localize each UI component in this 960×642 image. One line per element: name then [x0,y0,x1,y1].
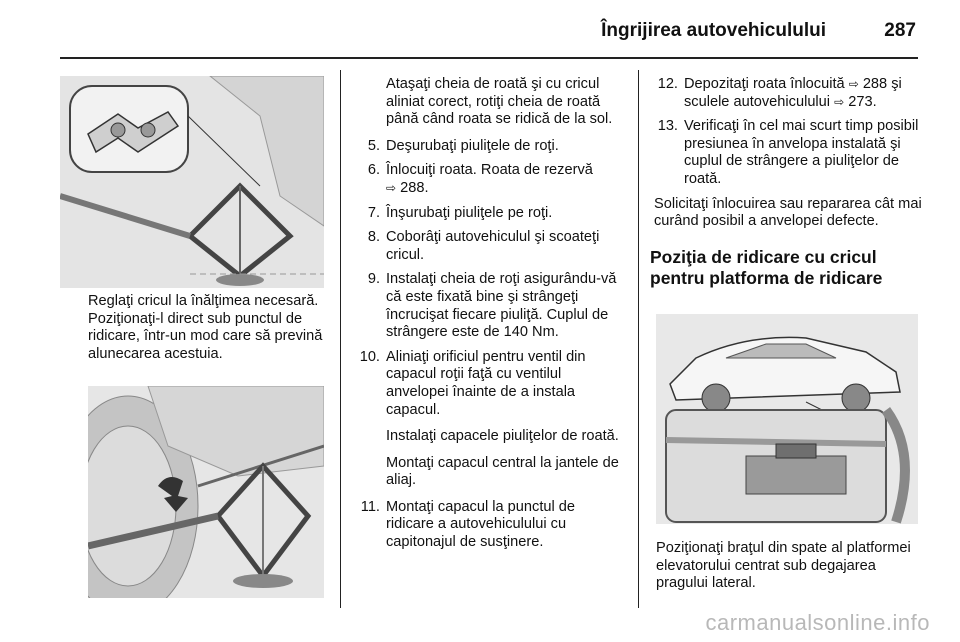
column-divider-2 [638,70,639,608]
column-3 [650,76,922,301]
step-number: 12. [657,76,678,92]
step-5 [352,138,624,156]
step-text: Instalaţi cheia de roţi asigurându-vă că este fixată bine şi strângeţi încrucişat fiecare piuliţă. Cuplul de strângere este de 140 Nm. [386,271,617,341]
step-13 [650,118,922,188]
header-title: Îngrijirea autovehiculului [601,20,826,41]
step-text: Deşurubaţi piuliţele de roţi. [386,137,559,154]
repair-note: Solicitaţi înlocuirea sau repararea cât mai curând posibil a anvelopei defecte. [654,195,922,230]
step-12 [650,76,922,111]
figure1-caption: Reglaţi cricul la înălţimea necesară. Poziţionaţi-l direct sub punctul de ridicare, într-un mod care să prevină alunecarea acestuia. [88,293,323,362]
step-number: 11. [360,498,380,515]
page-number: 287 [884,20,916,41]
column-divider-1 [340,70,341,608]
step-11 [352,499,624,552]
step-number: 10. [359,348,380,365]
section-heading: Poziţia de ridicare cu cricul pentru platforma de ridicare [650,246,883,288]
step-6 [352,162,624,197]
page-reference[interactable]: 288. [400,179,429,196]
jack-under-car-illustration [88,386,324,598]
watermark: carmanualsonline.info [705,610,930,635]
step-number: 13. [657,118,678,135]
step-text: Înşurubaţi piuliţele pe roţi. [386,204,553,221]
step-text: Înlocuiţi roata. Roata de rezervă [386,162,593,179]
figure3-caption: Poziţionaţi braţul din spate al platformei elevatorului centrat sub degajarea pragului lateral. [656,540,911,592]
step-text-2: şi sculele autovehiculului [684,76,902,110]
step-text: Aliniaţi orificiul pentru ventil din capacul roţii faţă cu ventilul anvelopei înainte de a instala capacul. [386,348,586,418]
figure-lift-platform [656,314,918,524]
step-number: 5. [367,137,380,154]
column-2 [352,76,624,559]
step-number: 6. [367,162,380,179]
step-text: Coborâţi autovehiculul şi scoateţi cricul. [386,229,600,263]
page-header [60,12,918,48]
step-10 [352,349,624,419]
lift-platform-illustration [656,314,918,524]
step-text: Verificaţi în cel mai scurt timp posibil presiunea în anvelopa instalată şi cuplul de strângere a piuliţelor de roată. [684,118,919,187]
step-8 [352,229,624,264]
step-number: 8. [367,229,380,246]
step-text: Depozitaţi roata înlocuită [684,76,845,92]
reference-arrow-icon: ⇨ [386,180,397,195]
figure-jack-under-car [88,386,324,598]
step-number: 7. [367,204,380,221]
step-4-continued: Ataşaţi cheia de roată şi cu cricul aliniat corect, rotiţi cheia de roată până când roata se ridică de la sol. [386,76,613,128]
step-10-sub-2: Montaţi capacul central la jantele de aliaj. [386,454,619,489]
page-reference[interactable]: 288 [862,76,888,92]
step-number: 9. [367,271,380,288]
header-rule [60,57,918,59]
reference-arrow-icon: ⇨ [848,77,859,91]
step-9 [352,271,624,341]
step-7 [352,205,624,223]
step-10-sub-1: Instalaţi capacele piuliţelor de roată. [386,428,619,445]
jack-detail-illustration [60,76,324,288]
figure-jack-detail [60,76,324,288]
reference-arrow-icon: ⇨ [834,94,845,109]
page-reference[interactable]: 273. [848,93,877,110]
step-text: Montaţi capacul la punctul de ridicare a autovehiculului cu capitonajul de susţinere. [386,498,576,551]
